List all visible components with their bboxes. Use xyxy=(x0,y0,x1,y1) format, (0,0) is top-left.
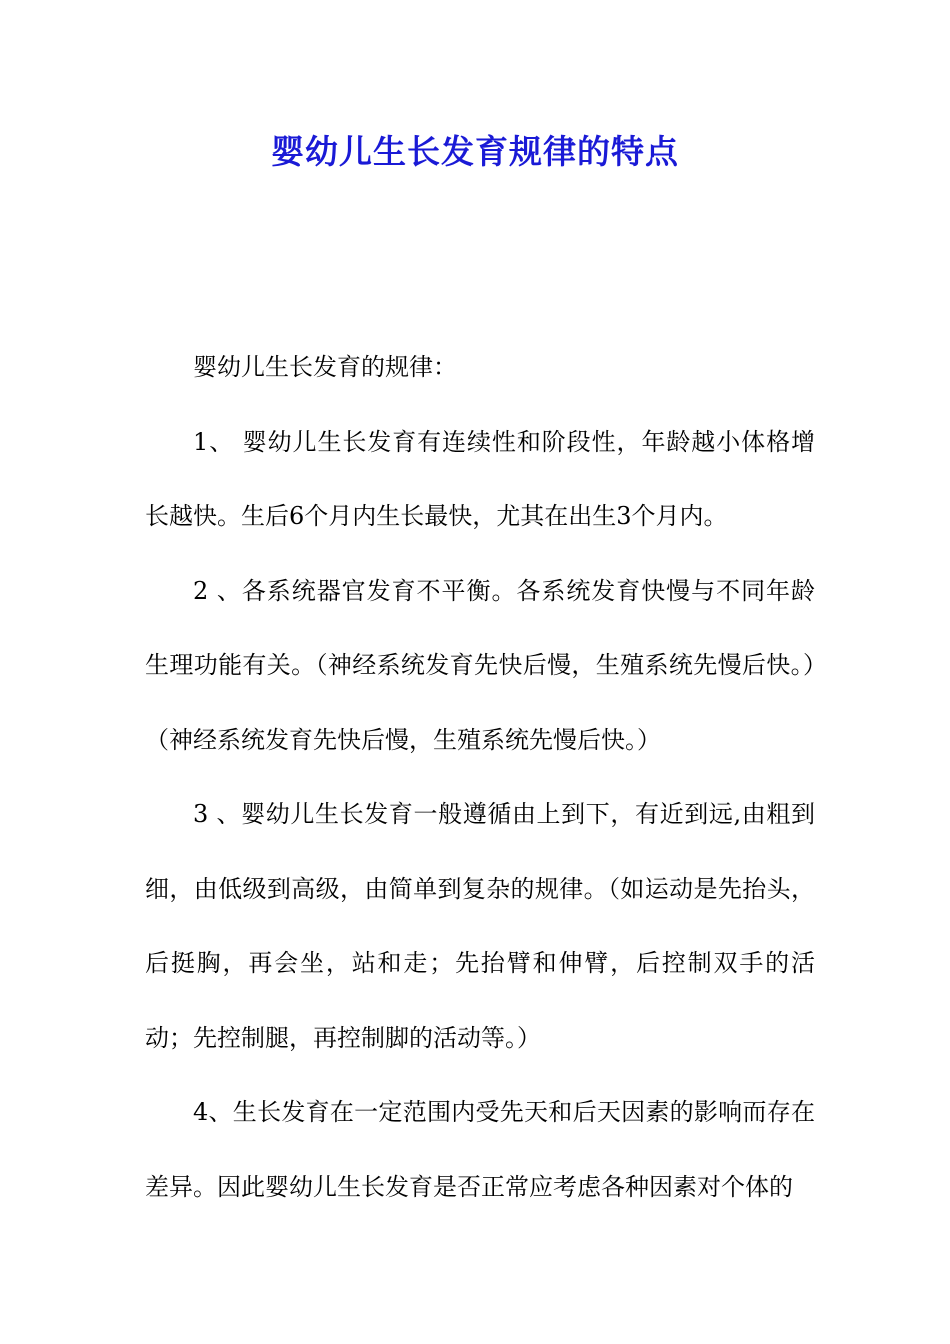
paragraph-intro: 婴幼儿生长发育的规律： xyxy=(193,353,457,381)
document-title: 婴幼儿生长发育规律的特点 xyxy=(271,132,679,171)
paragraph-item-4: 4、生长发育在一定范围内受先天和后天因素的影响而存在差异。因此婴幼儿生长发育是否正常应考虑各种因素对个体的 xyxy=(145,1098,815,1201)
paragraph-item-1: 1、 婴幼儿生长发育有连续性和阶段性，年龄越小体格增长越快。生后6个月内生长最快，尤其在出生3个月内。 xyxy=(145,427,815,530)
paragraph-item-3: 3 、婴幼儿生长发育一般遵循由上到下，有近到远,由粗到细，由低级到高级，由简单到复杂的规律。（如运动是先抬头，后挺胸，再会坐，站和走；先抬臂和伸臂，后控制双手的活动；先控制腿，再控制脚的活动等。） xyxy=(145,800,815,1052)
paragraph-item-2: 2 、各系统器官发育不平衡。各系统发育快慢与不同年龄生理功能有关。（神经系统发育先快后慢，生殖系统先慢后快。）（神经系统发育先快后慢，生殖系统先慢后快。） xyxy=(145,576,815,754)
document-body xyxy=(145,330,815,1224)
